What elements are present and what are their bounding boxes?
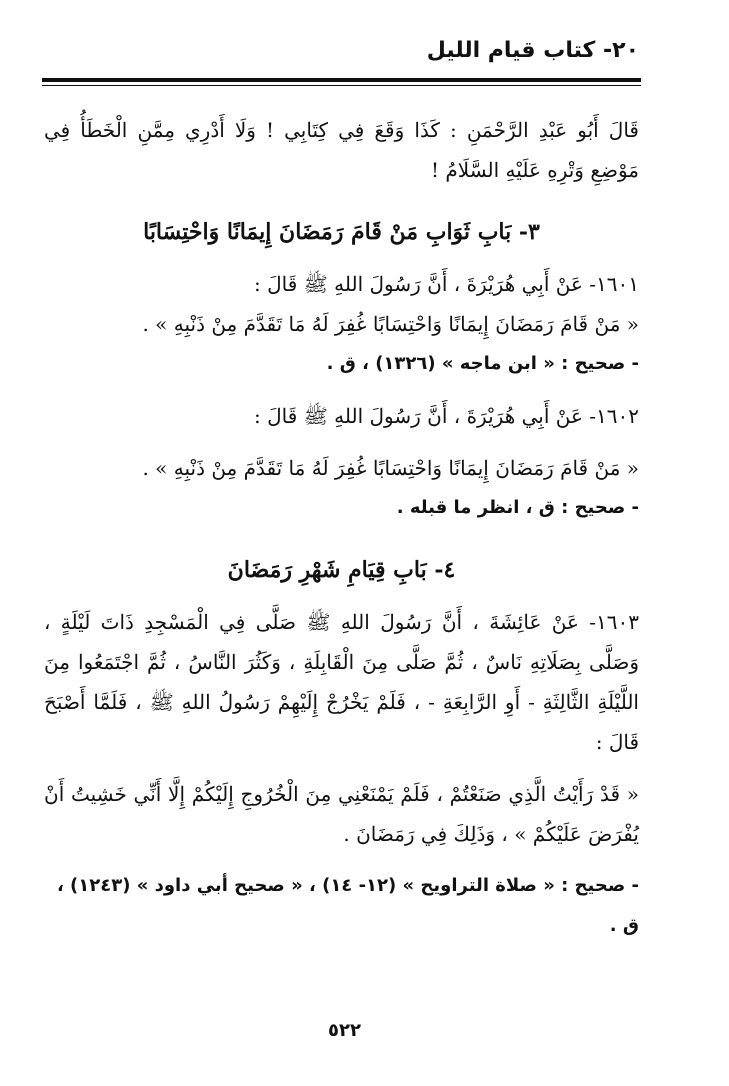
hadith-1602-intro: ١٦٠٢- عَنْ أَبِي هُرَيْرَةَ ، أَنَّ رَسُولَ اللهِ ﷺ قَالَ : (254, 404, 639, 428)
header-rule-thin (42, 85, 641, 86)
hadith-1601-grade: - صحيح : « ابن ماجه » (١٣٢٦) ، ق . (326, 353, 639, 374)
hadith-1603-intro: ١٦٠٣- عَنْ عَائِشَةَ ، أَنَّ رَسُولَ اللهِ ﷺ صَلَّى فِي الْمَسْجِدِ ذَاتَ لَيْلَةٍ ، وَصَلَّى بِصَلَاتِهِ نَاسٌ ، ثُمَّ صَلَّى مِنَ الْقَابِلَةِ ، وَكَثُرَ النَّاسُ ، ثُمَّ اجْتَمَعُوا مِنَ اللَّيْلَةِ الثَّالِثَةِ - أَوِ الرَّابِعَةِ - ، فَلَمْ يَخْرُجْ إِلَيْهِمْ رَسُولُ اللهِ ﷺ ، فَلَمَّا أَصْبَحَ قَالَ : (44, 610, 639, 754)
page-content (44, 110, 639, 946)
section-3-heading: ٣- بَابِ ثَوَابِ مَنْ قَامَ رَمَضَانَ إِيمَانًا وَاحْتِسَابًا (143, 219, 540, 245)
page-number: ٥٢٢ (328, 1020, 361, 1041)
header-rule-thick (42, 78, 641, 82)
hadith-1601-text: « مَنْ قَامَ رَمَضَانَ إِيمَانًا وَاحْتِسَابًا غُفِرَ لَهُ مَا تَقَدَّمَ مِنْ ذَنْبِهِ » . (142, 312, 639, 336)
chapter-header: ٢٠- كتاب قيام الليل (426, 38, 639, 63)
section-4-heading: ٤- بَابِ قِيَامِ شَهْرِ رَمَضَانَ (227, 557, 456, 583)
hadith-1603-grade: - صحيح : « صلاة التراويح » (١٢- ١٤) ، « صحيح أبي داود » (١٢٤٣) ، ق . (56, 875, 639, 936)
hadith-1602-grade: - صحيح : ق ، انظر ما قبله . (396, 497, 639, 518)
hadith-1602-text: « مَنْ قَامَ رَمَضَانَ إِيمَانًا وَاحْتِسَابًا غُفِرَ لَهُ مَا تَقَدَّمَ مِنْ ذَنْبِهِ » . (142, 456, 639, 480)
hadith-1601-intro: ١٦٠١- عَنْ أَبِي هُرَيْرَةَ ، أَنَّ رَسُولَ اللهِ ﷺ قَالَ : (254, 272, 639, 296)
hadith-1603-text: « قَدْ رَأَيْتُ الَّذِي صَنَعْتُمْ ، فَلَمْ يَمْنَعْنِي مِنَ الْخُرُوجِ إِلَيْكُمْ إِلَّا أَنِّي خَشِيتُ أَنْ يُفْرَضَ عَلَيْكُمْ » ، وَذَلِكَ فِي رَمَضَانَ . (44, 782, 639, 846)
intro-paragraph: قَالَ أَبُو عَبْدِ الرَّحْمَنِ : كَذَا وَقَعَ فِي كِتَابِي ! وَلَا أَدْرِي مِمَّنِ الْخَطَأُ فِي مَوْضِعِ وَتْرِهِ عَلَيْهِ السَّلَامُ ! (44, 118, 639, 182)
